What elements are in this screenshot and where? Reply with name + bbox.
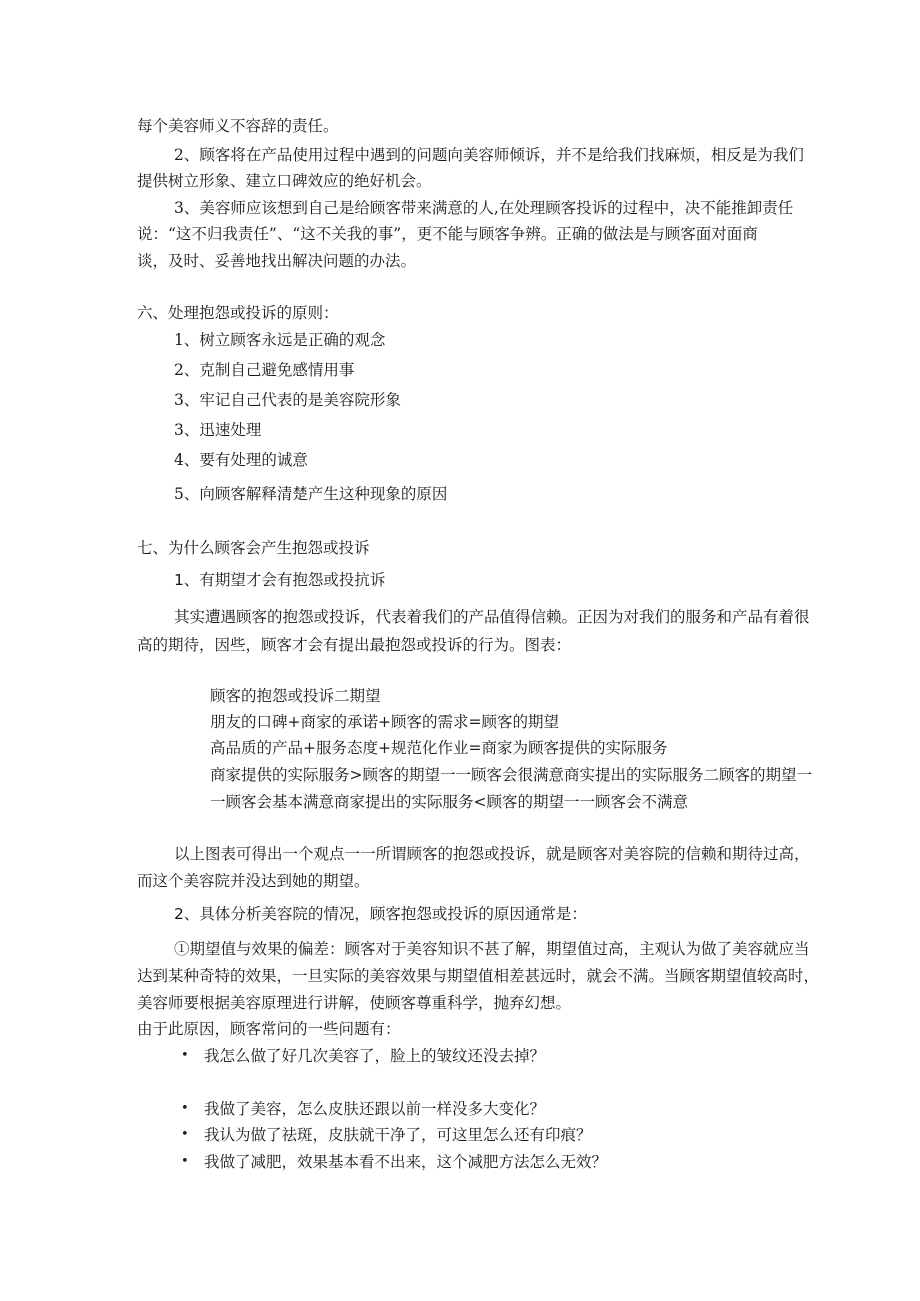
paragraph-3-line-1: 3、美容师应该想到自己是给顾客带来满意的人,在处理顾客投诉的过程中，决不能推卸责任 <box>174 199 794 217</box>
paragraph-cause-line-2: 达到某种奇特的效果，一旦实际的美容效果与期望值相差甚远时，就会不满。当顾客期望值较高时， <box>137 967 820 985</box>
principle-item: 2、克制自己避免感情用事 <box>174 361 355 379</box>
chart-line: 一顾客会基本满意商家提出的实际服务<顾客的期望一一顾客会不满意 <box>210 793 688 811</box>
principle-item: 1、树立顾客永远是正确的观念 <box>174 331 386 349</box>
bullet-dot-icon: • <box>181 1101 189 1116</box>
paragraph-conclusion-line-1: 以上图表可得出一个观点一一所谓顾客的抱怨或投诉，就是顾客对美容院的信赖和期待过高， <box>174 845 810 863</box>
paragraph-cause-line-1: ①期望值与效果的偏差：顾客对于美容知识不甚了解，期望值过高，主观认为做了美容就应当 <box>174 940 810 958</box>
subheading-1: 1、有期望才会有抱怨或投抗诉 <box>174 571 386 589</box>
section-6-heading: 六、处理抱怨或投诉的原则： <box>137 304 339 322</box>
paragraph-expectation-line-2: 高的期待，因些，顾客才会有提出最抱怨或投诉的行为。图表： <box>137 636 572 654</box>
subheading-2: 2、具体分析美容院的情况，顾客抱怨或投诉的原因通常是： <box>174 905 587 923</box>
principle-item: 3、迅速处理 <box>174 421 262 439</box>
chart-line: 顾客的抱怨或投诉二期望 <box>210 687 381 705</box>
section-7-heading: 七、为什么顾客会产生抱怨或投诉 <box>137 539 370 557</box>
question-item: 我做了减肥，效果基本看不出来，这个减肥方法怎么无效？ <box>204 1153 608 1171</box>
bullet-dot-icon: • <box>181 1048 189 1063</box>
question-item: 我认为做了祛斑，皮肤就干净了，可这里怎么还有印痕？ <box>204 1126 592 1144</box>
paragraph-cause-line-3: 美容师要根据美容原理进行讲解，使顾客尊重科学，抛弃幻想。 <box>137 994 572 1012</box>
paragraph-expectation-line-1: 其实遭遇顾客的抱怨或投诉，代表着我们的产品值得信赖。正因为对我们的服务和产品有着很 <box>174 608 810 626</box>
paragraph-3-line-3: 谈，及时、妥善地找出解决问题的办法。 <box>137 252 417 270</box>
paragraph-2-line-1: 2、顾客将在产品使用过程中遇到的问题向美容师倾诉，并不是给我们找麻烦，相反是为我们 <box>174 146 804 164</box>
question-item: 我怎么做了好几次美容了，脸上的皱纹还没去掉？ <box>204 1047 546 1065</box>
chart-line: 朋友的口碑+商家的承诺+顾客的需求=顾客的期望 <box>210 713 559 731</box>
question-item: 我做了美容，怎么皮肤还跟以前一样没多大变化？ <box>204 1100 546 1118</box>
paragraph-2-line-2: 提供树立形象、建立口碑效应的绝好机会。 <box>137 172 432 190</box>
bullet-dot-icon: • <box>181 1127 189 1142</box>
intro-line-1: 每个美容师义不容辞的责任。 <box>137 117 339 135</box>
chart-line: 商家提供的实际服务>顾客的期望一一顾客会很满意商实提出的实际服务二顾客的期望一 <box>210 766 812 784</box>
principle-item: 3、牢记自己代表的是美容院形象 <box>174 391 401 409</box>
principle-item: 4、要有处理的诚意 <box>174 451 308 469</box>
paragraph-3-line-2: 说：“这不归我责任”、“这不关我的事”，更不能与顾客争辨。正确的做法是与顾客面对面商 <box>137 225 758 243</box>
chart-line: 高品质的产品+服务态度+规范化作业=商家为顾客提供的实际服务 <box>210 739 668 757</box>
paragraph-conclusion-line-2: 而这个美容院并没达到她的期望。 <box>137 872 370 890</box>
bullet-dot-icon: • <box>181 1154 189 1169</box>
paragraph-questions-intro: 由于此原因，顾客常问的一些问题有： <box>137 1020 401 1038</box>
principle-item: 5、向顾客解释清楚产生这种现象的原因 <box>174 485 448 503</box>
